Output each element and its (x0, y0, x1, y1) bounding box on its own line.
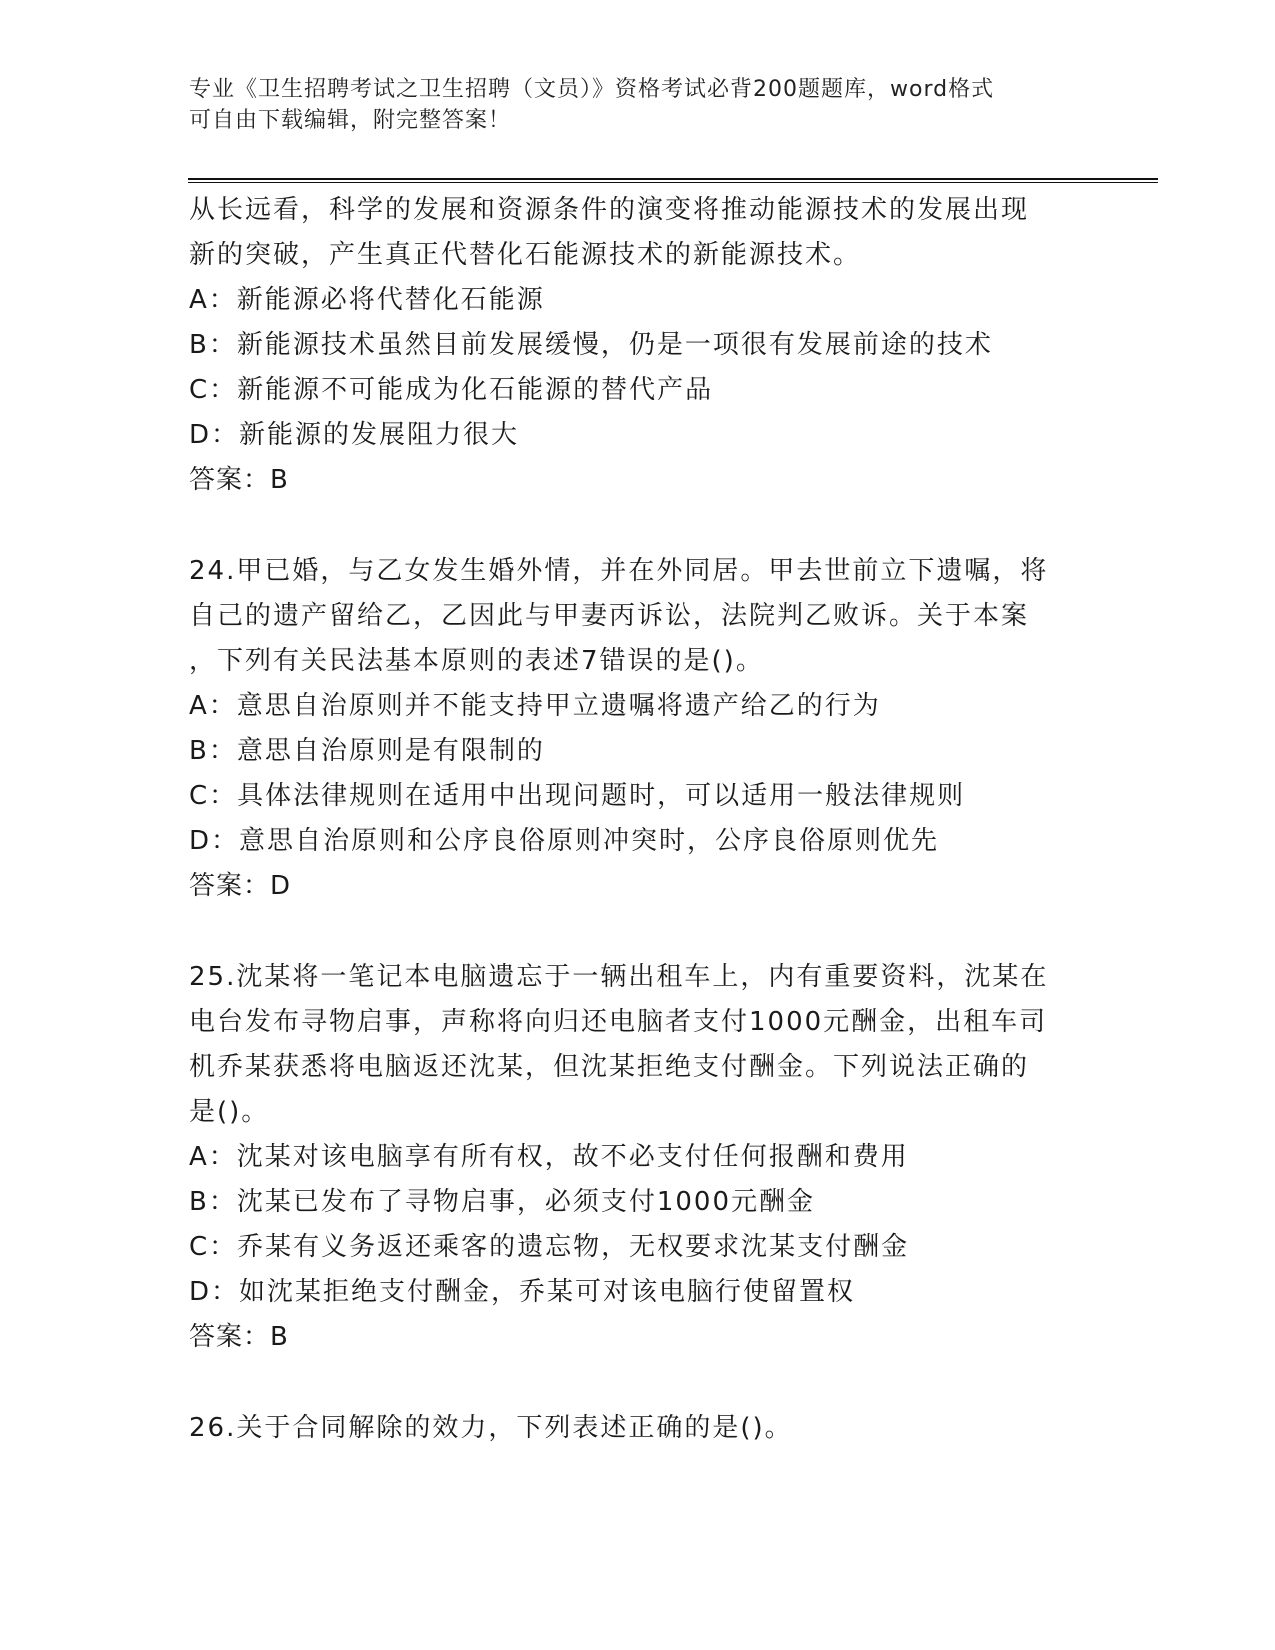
header-line-1: 专业《卫生招聘考试之卫生招聘（文员）》资格考试必背200题题库，word格式 (189, 77, 995, 102)
option-c: C：新能源不可能成为化石能源的替代产品 (189, 375, 714, 405)
option-c: C：乔某有义务返还乘客的遗忘物，无权要求沈某支付酬金 (189, 1232, 910, 1262)
header-line-2: 可自由下载编辑，附完整答案！ (189, 108, 512, 133)
question-26 (189, 1406, 1089, 1451)
header-divider (188, 178, 1158, 183)
question-25 (189, 955, 1089, 1360)
option-a: A：新能源必将代替化石能源 (189, 285, 545, 315)
question-spacer (189, 909, 1089, 955)
question-stem-line: 24.甲已婚，与乙女发生婚外情，并在外同居。甲去世前立下遗嘱，将 (189, 556, 1049, 586)
question-stem-line: 机乔某获悉将电脑返还沈某，但沈某拒绝支付酬金。下列说法正确的 (189, 1052, 1030, 1082)
question-spacer (189, 503, 1089, 549)
option-b: B：沈某已发布了寻物启事，必须支付1000元酬金 (189, 1187, 816, 1217)
question-stem-line: ，下列有关民法基本原则的表述7错误的是()。 (189, 646, 764, 676)
question-stem-line: 新的突破，产生真正代替化石能源技术的新能源技术。 (189, 240, 862, 270)
answer-line: 答案：B (189, 465, 289, 495)
document-body (189, 188, 1089, 1451)
question-24 (189, 549, 1089, 909)
question-stem-line: 电台发布寻物启事，声称将向归还电脑者支付1000元酬金，出租车司 (189, 1007, 1048, 1037)
question-stem-line: 是()。 (189, 1097, 270, 1127)
question-stem-line: 25.沈某将一笔记本电脑遗忘于一辆出租车上，内有重要资料，沈某在 (189, 962, 1049, 992)
option-d: D：如沈某拒绝支付酬金，乔某可对该电脑行使留置权 (189, 1277, 856, 1307)
option-b: B：新能源技术虽然目前发展缓慢，仍是一项很有发展前途的技术 (189, 330, 993, 360)
document-header (189, 74, 1069, 136)
question-23 (189, 188, 1089, 503)
answer-line: 答案：D (189, 871, 292, 901)
option-b: B：意思自治原则是有限制的 (189, 736, 545, 766)
question-stem-line: 26.关于合同解除的效力，下列表述正确的是()。 (189, 1413, 793, 1443)
option-a: A：沈某对该电脑享有所有权，故不必支付任何报酬和费用 (189, 1142, 909, 1172)
option-a: A：意思自治原则并不能支持甲立遗嘱将遗产给乙的行为 (189, 691, 881, 721)
question-stem-line: 自己的遗产留给乙，乙因此与甲妻丙诉讼，法院判乙败诉。关于本案 (189, 601, 1030, 631)
question-stem-line: 从长远看，科学的发展和资源条件的演变将推动能源技术的发展出现 (189, 195, 1030, 225)
question-spacer (189, 1360, 1089, 1406)
option-d: D：意思自治原则和公序良俗原则冲突时，公序良俗原则优先 (189, 826, 940, 856)
answer-line: 答案：B (189, 1322, 289, 1352)
option-d: D：新能源的发展阻力很大 (189, 420, 520, 450)
option-c: C：具体法律规则在适用中出现问题时，可以适用一般法律规则 (189, 781, 966, 811)
